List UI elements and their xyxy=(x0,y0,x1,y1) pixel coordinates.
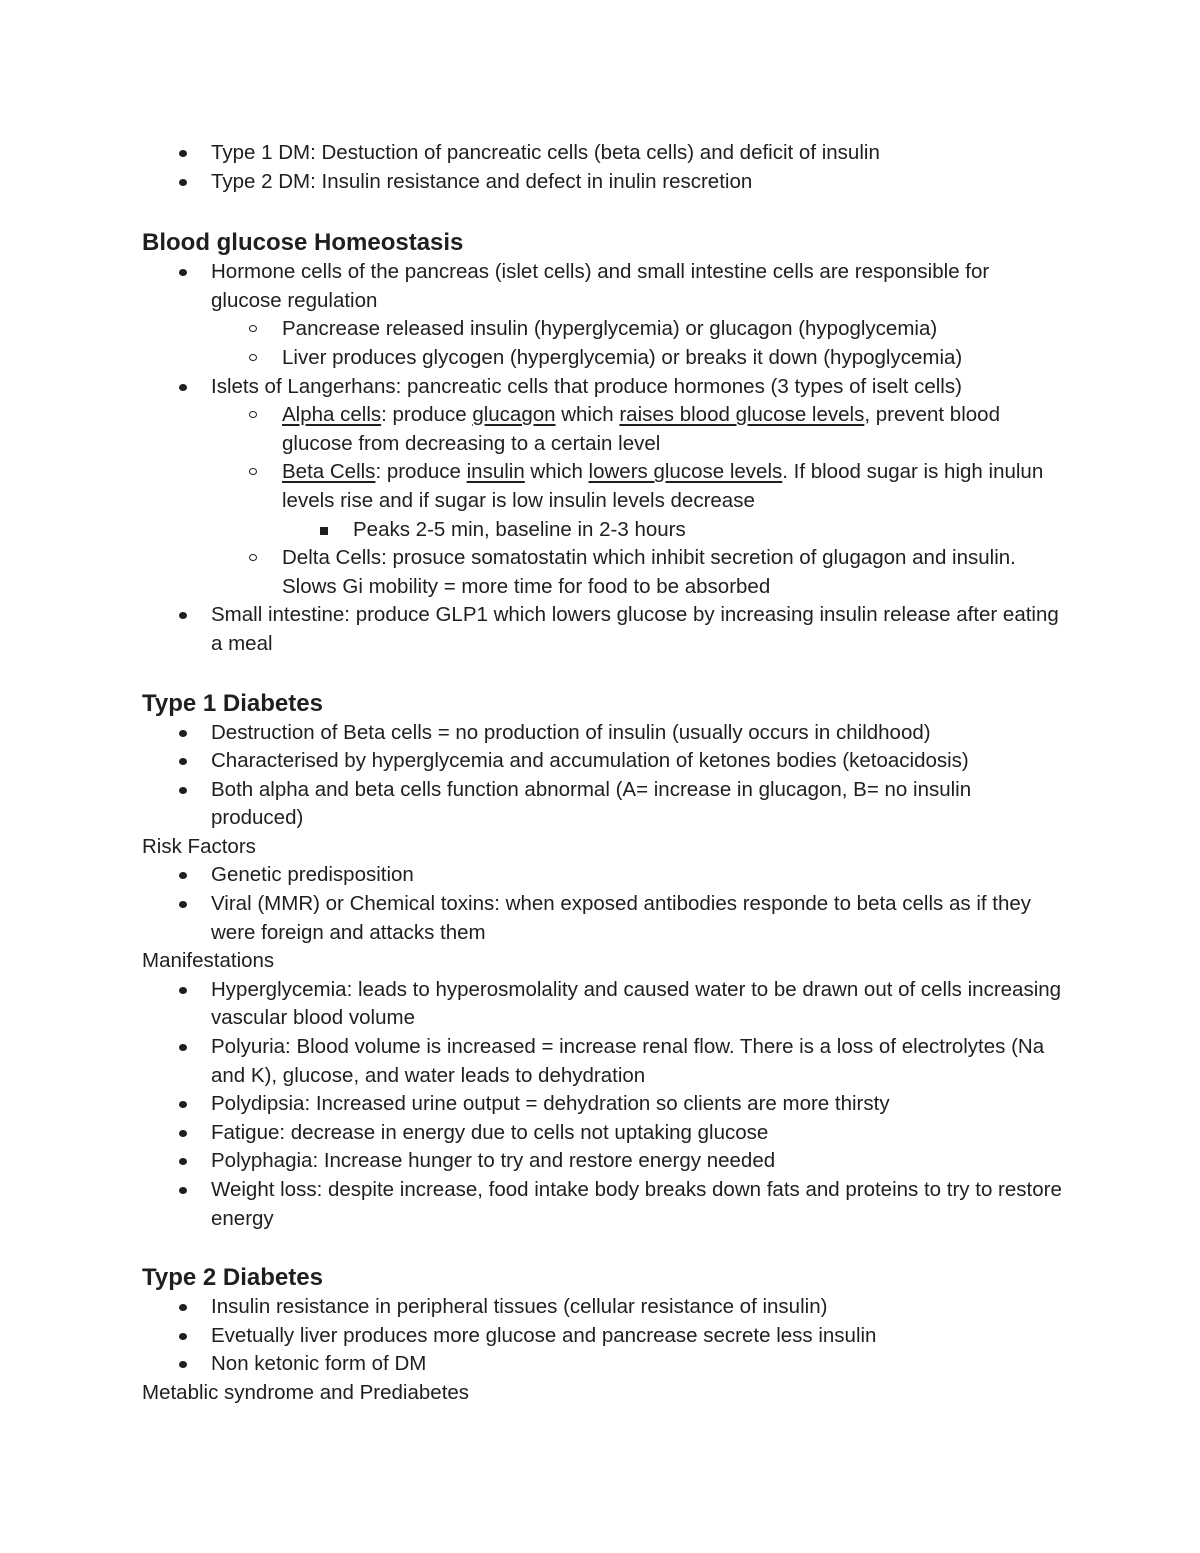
list-item xyxy=(142,373,1062,602)
list-item: Polyuria: Blood volume is increased = increase renal flow. There is a loss of electrolytes (Na and K), glucose, and water leads to dehydration xyxy=(142,1033,1062,1090)
intro-list xyxy=(142,139,1062,196)
text-run: which xyxy=(555,403,620,427)
document-content xyxy=(142,139,1062,1408)
metabolic-syndrome-label: Metablic syndrome and Prediabetes xyxy=(142,1380,470,1404)
beta-cells-term: Beta Cells xyxy=(282,460,376,484)
list-item: Fatigue: decrease in energy due to cells not uptaking glucose xyxy=(142,1119,1062,1148)
text-run: which xyxy=(524,460,589,484)
list-item: Pancrease released insulin (hyperglycemia) or glucagon (hypoglycemia) xyxy=(211,315,1062,344)
list-item: Type 1 DM: Destuction of pancreatic cells (beta cells) and deficit of insulin xyxy=(142,139,1062,168)
section-heading-homeostasis: Blood glucose Homeostasis xyxy=(142,229,464,257)
list-item: Insulin resistance in peripheral tissues (cellular resistance of insulin) xyxy=(142,1293,1062,1322)
text-run: , prevent blood glucose from decreasing to a certain level xyxy=(282,403,1000,455)
list-item: Small intestine: produce GLP1 which lowers glucose by increasing insulin release after eating a meal xyxy=(142,601,1062,658)
list-item: Both alpha and beta cells function abnormal (A= increase in glucagon, B= no insulin produced) xyxy=(142,776,1062,833)
list-item-alpha-cells xyxy=(211,401,1062,458)
list-item: Viral (MMR) or Chemical toxins: when exposed antibodies responde to beta cells as if they were foreign and attacks them xyxy=(142,890,1062,947)
islet-cells-sublist xyxy=(211,401,1062,601)
list-item: Peaks 2-5 min, baseline in 2-3 hours xyxy=(282,516,1062,545)
text-run: : produce xyxy=(375,460,467,484)
raises-glucose-term: raises blood glucose levels xyxy=(619,403,865,427)
text-run: : produce xyxy=(381,403,473,427)
list-item: Polydipsia: Increased urine output = dehydration so clients are more thirsty xyxy=(142,1090,1062,1119)
section-heading-type1: Type 1 Diabetes xyxy=(142,689,323,717)
list-item: Characterised by hyperglycemia and accumulation of ketones bodies (ketoacidosis) xyxy=(142,747,1062,776)
list-item: Type 2 DM: Insulin resistance and defect in inulin rescretion xyxy=(142,168,1062,197)
list-item xyxy=(142,258,1062,372)
list-item: Evetually liver produces more glucose and pancrease secrete less insulin xyxy=(142,1322,1062,1351)
text-run: . If blood sugar is high inulun levels rise and if sugar is low insulin levels decrease xyxy=(282,460,1044,512)
hormone-sublist xyxy=(211,315,1062,372)
glucagon-term: glucagon xyxy=(472,403,556,427)
list-item-beta-cells xyxy=(211,458,1062,544)
section-heading-type2: Type 2 Diabetes xyxy=(142,1264,323,1292)
list-item-delta-cells: Delta Cells: prosuce somatostatin which inhibit secretion of glugagon and insulin. Slows Gi mobility = more time for food to be absorbed xyxy=(211,544,1062,601)
lowers-glucose-term: lowers glucose levels xyxy=(588,460,783,484)
list-item: Polyphagia: Increase hunger to try and restore energy needed xyxy=(142,1147,1062,1176)
list-item: Destruction of Beta cells = no production of insulin (usually occurs in childhood) xyxy=(142,719,1062,748)
hormone-cells-text: Hormone cells of the pancreas (islet cells) and small intestine cells are responsible for glucose regulation xyxy=(211,260,990,312)
alpha-cells-term: Alpha cells xyxy=(282,403,382,427)
list-item: Liver produces glycogen (hyperglycemia) or breaks it down (hypoglycemia) xyxy=(211,344,1062,373)
type2-list xyxy=(142,1293,1062,1379)
homeostasis-list xyxy=(142,258,1062,658)
list-item: Genetic predisposition xyxy=(142,861,1062,890)
beta-sublist xyxy=(282,516,1062,545)
manifestations-label: Manifestations xyxy=(142,949,275,973)
list-item: Weight loss: despite increase, food intake body breaks down fats and proteins to try to restore energy xyxy=(142,1176,1062,1233)
islets-text: Islets of Langerhans: pancreatic cells that produce hormones (3 types of iselt cells) xyxy=(211,374,962,398)
manifestations-list xyxy=(142,976,1062,1233)
list-item: Hyperglycemia: leads to hyperosmolality and caused water to be drawn out of cells increasing vascular blood volume xyxy=(142,976,1062,1033)
risk-factors-list xyxy=(142,861,1062,947)
insulin-term: insulin xyxy=(466,460,525,484)
type1-list xyxy=(142,719,1062,833)
list-item: Non ketonic form of DM xyxy=(142,1350,1062,1379)
risk-factors-label: Risk Factors xyxy=(142,834,256,858)
